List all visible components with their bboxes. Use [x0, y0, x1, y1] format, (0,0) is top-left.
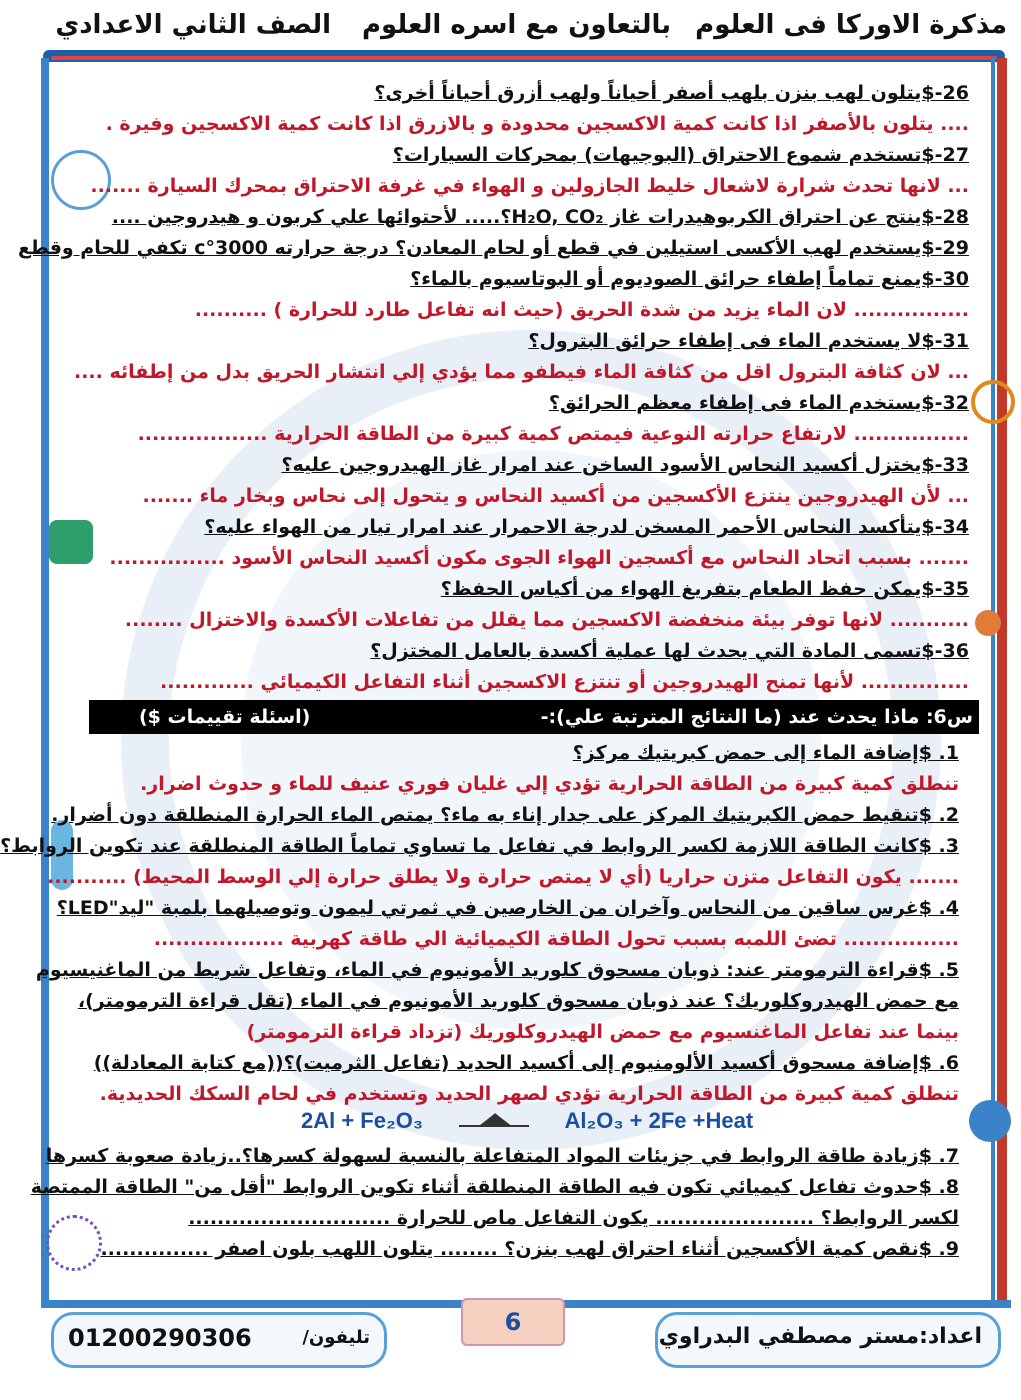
- section-title: س6: ماذا يحدث عند (ما النتائج المترتبة علي):-: [540, 706, 973, 728]
- answer-line: ................ تضئ اللمبه بسبب تحول الطاقة الكيميائية الي طاقة كهربية ..................: [153, 928, 959, 950]
- author-label: اعداد:مستر مصطفي البدراوي: [658, 1324, 982, 1349]
- questions-block-results: [0, 738, 959, 1265]
- answer-line: بينما عند تفاعل الماغنسيوم مع حمض الهيدروكلوريك (تزداد قراءة الترمومتر): [246, 1021, 959, 1043]
- equation-reactants: 2Al + Fe₂O₃: [301, 1108, 424, 1133]
- question-line: 35-$يمكن حفظ الطعام بتفريغ الهواء من أكياس الحفظ؟: [440, 578, 969, 600]
- answer-line: ... لانها تحدث شرارة لاشعال خليط الجازولين و الهواء في غرفة الاحتراق بمحرك السيارة .......: [90, 175, 969, 197]
- section-tag: (اسئلة تقييمات $): [139, 706, 311, 728]
- question-line: 3. $كانت الطاقة اللازمة لكسر الروابط في تفاعل ما تساوي تماماً الطاقة المنطلقة عند تكوين الروابط؟: [0, 835, 959, 857]
- author-box: [655, 1312, 1001, 1368]
- question-line: 4. $غرس ساقين من النحاس وآخران من الخارصين في ثمرتي ليمون وتوصيلهما بلمبة "ليد"LED؟: [56, 897, 959, 919]
- molecule-icon: [46, 1215, 102, 1271]
- page-number: 6: [461, 1298, 565, 1346]
- page-header: [31, 0, 1021, 52]
- answer-line: ............... لأنها تمنح الهيدروجين أو تنتزع الاكسجين أثناء التفاعل الكيميائي .............: [160, 671, 969, 693]
- answer-line: ................ لان الماء يزيد من شدة الحريق (حيث انه تفاعل طارد للحرارة ) ..........: [194, 299, 969, 321]
- thermite-equation: [301, 1108, 753, 1134]
- reaction-arrow-icon: [459, 1113, 529, 1131]
- question-line: 27-$تستخدم شموع الاحتراق (البوجيهات) بمحركات السيارات؟: [392, 144, 969, 166]
- coop-label: بالتعاون مع اسره العلوم: [361, 10, 671, 40]
- question-line: مع حمض الهيدروكلوريك؟ عند ذوبان مسحوق كلوريد الأمونيوم في الماء (تقل قراءة الترمومتر)،: [77, 990, 959, 1012]
- questions-block-reasons: [17, 78, 969, 698]
- answer-line: تنطلق كمية كبيرة من الطاقة الحرارية تؤدي لصهر الحديد وتستخدم في لحام السكك الحديدية.: [99, 1083, 959, 1105]
- question-line: 1. $إضافة الماء إلى حمض كبريتيك مركز؟: [572, 742, 959, 764]
- question-line: 28-$ينتج عن احتراق الكربوهيدرات غاز H₂O, CO₂؟..... لأحتوائها علي كربون و هيدروجين ....: [111, 206, 969, 228]
- question-line: 8. $حدوث تفاعل كيميائي تكون فيه الطاقة المنطلقة أثناء تكوين الروابط "أقل من" الطاقة الممتصة: [30, 1176, 959, 1198]
- frame-top-accent: [51, 56, 997, 60]
- question-line: 34-$يتأكسد النحاس الأحمر المسخن لدرجة الاحمرار عند امرار تيار من الهواء عليه؟: [204, 516, 969, 538]
- answer-line: ....... يكون التفاعل متزن حراريا (أي لا يمتص حرارة ولا يطلق حرارة إلي الوسط المحيط) ...........: [47, 866, 959, 888]
- section-heading: [89, 700, 979, 734]
- question-line: 29-$يستخدم لهب الأكسى استيلين في قطع أو لحام المعادن؟ درجة حرارته 3000°c تكفي للحام وقطع: [17, 237, 969, 259]
- question-line: 6. $إضافة مسحوق أكسيد الألومنيوم إلى أكسيد الحديد (تفاعل الثرميت)؟((مع كتابة المعادلة)): [93, 1052, 959, 1074]
- globe-icon: [969, 1100, 1011, 1142]
- question-line: لكسر الروابط؟ ...................... يكون التفاعل ماص للحرارة ............................: [188, 1207, 959, 1229]
- question-line: 32-$يستخدم الماء فى إطفاء معظم الحرائق؟: [548, 392, 969, 414]
- answer-line: ... لأن الهيدروجين ينتزع الأكسجين من أكسيد النحاس و يتحول إلى نحاس وبخار ماء .......: [142, 485, 969, 507]
- equation-products: Al₂O₃ + 2Fe +Heat: [564, 1108, 754, 1133]
- microscope-icon: [49, 520, 93, 564]
- virus-icon: [971, 380, 1015, 424]
- grade-label: الصف الثاني الاعدادي: [55, 10, 331, 40]
- phone-label: تليفون/: [302, 1327, 370, 1348]
- question-line: 33-$يختزل أكسيد النحاس الأسود الساخن عند امرار غاز الهيدروجين عليه؟: [281, 454, 969, 476]
- answer-line: ... لان كثافة البترول اقل من كثافة الماء فيطفو مما يؤدي إلي انتشار الحريق بدل من إطفائه ....: [74, 361, 969, 383]
- doc-title: مذكرة الاوركا فى العلوم: [695, 10, 1007, 40]
- answer-line: ........... لانها توفر بيئة منخفضة الاكسجين مما يقلل من تفاعلات الأكسدة والاختزال ........: [124, 609, 969, 631]
- answer-line: ....... بسبب اتحاد النحاس مع أكسجين الهواء الجوى مكون أكسيد النحاس الأسود ................: [109, 547, 969, 569]
- question-line: 7. $زيادة طاقة الروابط في جزيئات المواد المتفاعلة بالنسبة لسهولة كسرها؟..زيادة صعوبة كسرها: [45, 1145, 959, 1167]
- question-line: 30-$يمنع تماماً إطفاء حرائق الصوديوم أو البوتاسيوم بالماء؟: [410, 268, 969, 290]
- phone-box: [51, 1312, 387, 1368]
- answer-line: تنطلق كمية كبيرة من الطاقة الحرارية تؤدي إلي غليان فوري عنيف للماء و حدوث اضرار.: [140, 773, 959, 795]
- question-line: 26-$يتلون لهب بنزن بلهب أصفر أحياناً ولهب أزرق أحياناً أخرى؟: [374, 82, 969, 104]
- phone-number: 01200290306: [68, 1324, 252, 1352]
- answer-line: .... يتلون بالأصفر اذا كانت كمية الاكسجين محدودة و بالازرق اذا كانت كمية الاكسجين وفيرة .: [105, 113, 969, 135]
- question-line: 9. $نقص كمية الأكسجين أثناء احتراق لهب بنزن؟ ........ يتلون اللهب بلون اصفر ...............: [100, 1238, 959, 1260]
- question-line: 5. $قراءة الترمومتر عند: ذوبان مسحوق كلوريد الأمونيوم في الماء، وتفاعل شريط من الماغنيسيوم: [35, 959, 959, 981]
- answer-line: ................ لارتفاع حرارته النوعية فيمتص كمية كبيرة من الطاقة الحرارية ..................: [137, 423, 969, 445]
- question-line: 36-$تسمى المادة التي يحدث لها عملية أكسدة بالعامل المختزل؟: [370, 640, 969, 662]
- question-line: 31-$لا يستخدم الماء فى إطفاء حرائق البترول؟: [528, 330, 969, 352]
- gear-icon: [975, 610, 1001, 636]
- question-line: 2. $تنقيط حمض الكبريتيك المركز على جدار إناء به ماء؟ يمتص الماء الحرارة المنطلقة دون أضرار.: [51, 804, 959, 826]
